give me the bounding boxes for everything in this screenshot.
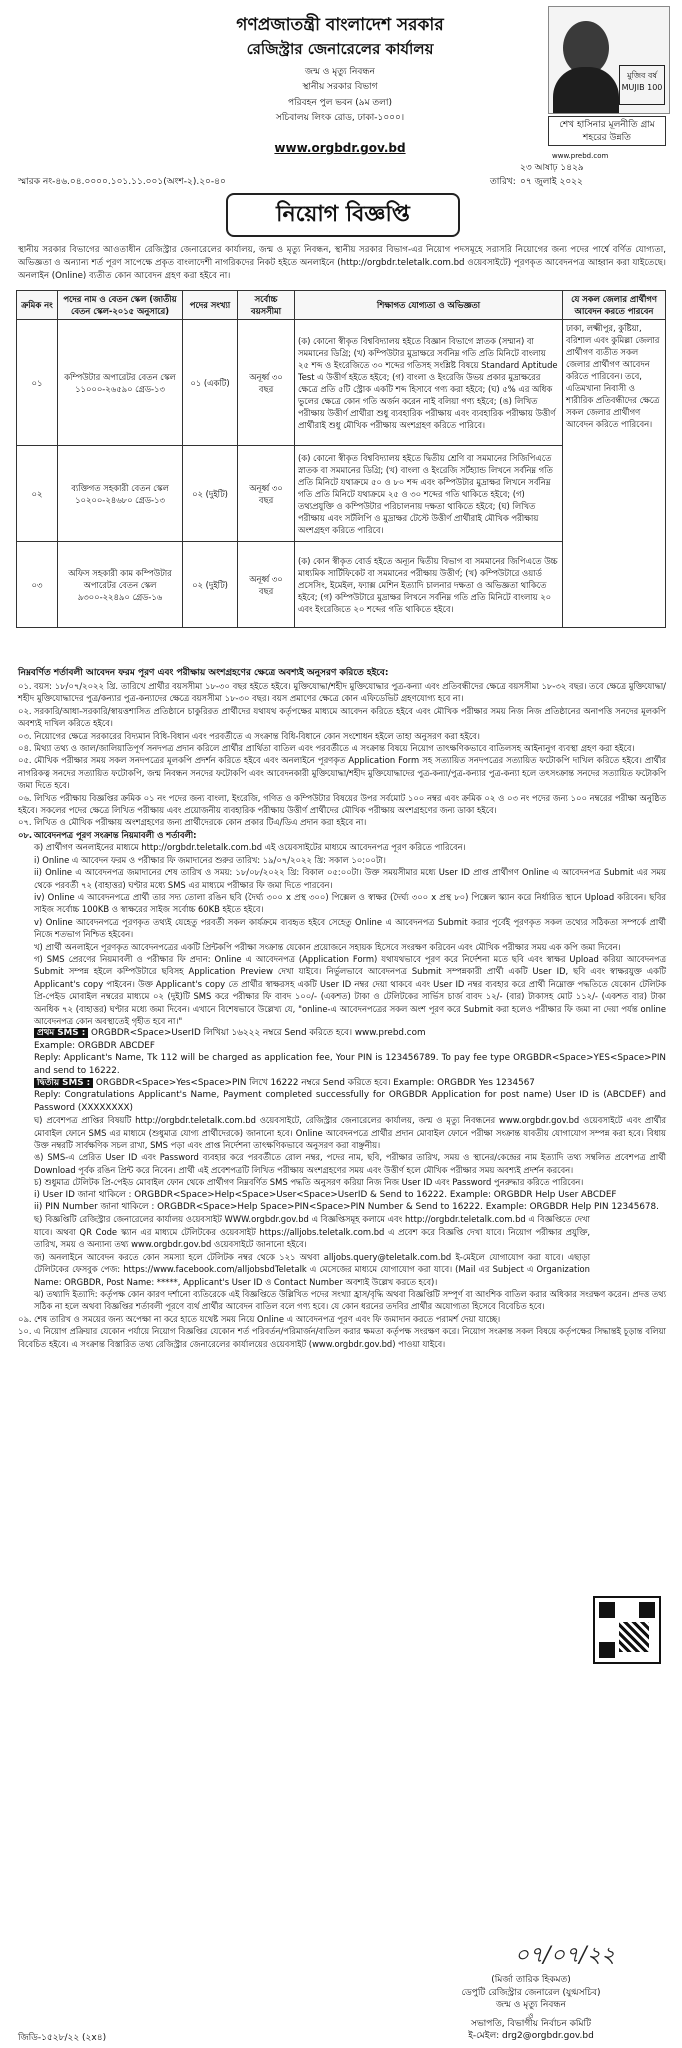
header-building: পরিবহন পুল ভবন (৯ম তলা) — [287, 98, 393, 108]
row-qualification: (ক) কোনো স্বীকৃত বিশ্ববিদ্যালয় হইতে বিজ্ঞান বিভাগে স্নাতক (সম্মান) বা সমমানের ডিগ্রি; (খ) কম্পিউটার মুদ্রাক্ষরে সর্বনিম্ন গতি প্রতি মিনিটে বাংলায় ২৫ শব্দ ও ইংরেজিতে ৩০ শব্দের গতিসহ সংশ্লিষ্ট বিষয়ে Standard Aptitude Test এ উত্তীর্ণ হইতে হইবে; (গ) বাংলা ও ইংরেজি উভয় প্রকার মুদ্রাক্ষরের ক্ষেত্রে প্রতি ৫টি স্ট্রোক একটি শব্দ হিসাবে গণ্য করা হইবে; (ঘ) ৫% এর অধিক ভুলের ক্ষেত্রে কোন গতি অর্জন করেন নাই বলিয়া গণ্য হইবে; (ঙ) লিখিত পরীক্ষায় উত্তীর্ণ প্রার্থীরা শুধু ব্যবহারিক পরীক্ষায় এবং ব্যবহারিক পরীক্ষায় উত্তীর্ণ প্রার্থীরাই শুধু মৌখিক পরীক্ষায় অংশগ্রহণ করিতে পারিবে। — [295, 320, 563, 446]
signature-handwriting: ০৭/০৭/২২ — [514, 1943, 616, 1968]
more-item: ঘ) প্রবেশপত্র প্রাপ্তির বিষয়টি http://orgbdr.teletalk.com.bd ওয়েবসাইটে, রেজিস্ট্রার জেনারেলের কার্যালয়, জন্ম ও মৃত্যু নিবন্ধনের www.orgbdr.gov.bd ওয়েবসাইটে এবং প্রার্থীর মোবাইল ফোনে SMS এর মাধ্যমে (শুধুমাত্র যোগ্য প্রার্থীদেরকে) জানানো হবে। Online আবেদনপত্রে প্রার্থীর প্রদান মোবাইল ফোনে পরীক্ষা সংক্রান্ত যাবতীয় যোগাযোগ সম্পন্ন করা হবে। বিধায় উক্ত নম্বরটি সার্বক্ষণিক সচল রাখা, SMS পড়া এবং প্রাপ্ত নির্দেশনা তাৎক্ষণিকভাবে অনুসরণ করা বাঞ্ছনীয়। — [34, 1115, 666, 1151]
row-count: ০১ (একটি) — [183, 320, 238, 446]
row-serial: ০২ — [17, 446, 58, 542]
more-item: ছ) বিজ্ঞপ্তিটি রেজিস্ট্রার জেনারেলের কার্যালয় ওয়েবসাইট WWW.orgbdr.gov.bd এ বিজ্ঞপ্তিসমূহ কলামে এবং http://orgbdr.teletalk.com.bd এ বিজ্ঞপ্তিতে দেখা যাবে। অথবা QR Code স্ক্যান এর মাধ্যমে টেলিটকের ওয়েবসাইট https://alljobs.teletalk.com.bd এ প্রবেশ করে বিজ্ঞপ্তি দেখা যাবে। নিয়োগ পরীক্ষার প্রযুক্তি, তারিখ, সময় ও অন্যান্য তথ্য www.orgbdr.gov.bd ওয়েবসাইটে জানানো হইবে। — [34, 1214, 590, 1250]
slogan-box: শেখ হাসিনার মূলনীতি গ্রাম শহরের উন্নতি — [548, 116, 666, 146]
row-post: কম্পিউটার অপারেটর বেতন স্কেল ১১০০০-২৬৫৯০ গ্রেড-১৩ — [58, 320, 183, 446]
posts-table — [16, 290, 666, 628]
apply-instructions — [18, 841, 666, 1312]
press-note: www.prebd.com — [552, 152, 609, 160]
date-label: তারিখ: — [490, 177, 516, 187]
header-office: রেজিস্ট্রার জেনারেলের কার্যালয় — [246, 40, 434, 58]
header-address: সচিবালয় লিংক রোড, ঢাকা-১০০০। — [275, 113, 405, 123]
sms-second — [34, 1077, 666, 1089]
row-qualification: (ক) কোন স্বীকৃত বোর্ড হইতে অন্যূন দ্বিতীয় বিভাগ বা সমমানের জিপিএতে উচ্চ মাধ্যমিক সার্টিফিকেট বা সমমানের পরীক্ষায় উত্তীর্ণ; (খ) কম্পিউটারে ওয়ার্ড প্রসেসিং, ইমেইল, ফ্যাক্স মেশিন ইত্যাদি চালনার দক্ষতা ও অভিজ্ঞতা থাকিতে হইবে; (গ) কম্পিউটারে মুদ্রাক্ষর লিখনে সর্বনিম্ন গতি প্রতি মিনিটে বাংলায় ২০ এবং ইংরেজিতে ২০ শব্দের গতি থাকিতে হইবে। — [295, 542, 563, 628]
conditions-list — [18, 680, 666, 1350]
header-division: স্থানীয় সরকার বিভাগ — [302, 82, 378, 92]
row-post: অফিস সহকারী কাম কম্পিউটার অপারেটর বেতন স্কেল ৯৩০০-২২৪৯০ গ্রেড-১৬ — [58, 542, 183, 628]
table-header-row — [17, 291, 666, 320]
header-government: গণপ্রজাতন্ত্রী বাংলাদেশ সরকার — [236, 15, 444, 35]
row-district: ঢাকা, লক্ষ্মীপুর, কুষ্টিয়া, বরিশাল এবং কুমিল্লা জেলার প্রার্থীগণ ব্যতীত সকল জেলার প্রার্থীগণ আবেদন করিতে পারিবেন। তবে, এতিমখানা নিবাসী ও শারীরিক প্রতিবন্ধীদের ক্ষেত্রে সকল জেলার প্রার্থীগণ আবেদন করিতে পারিবেন। — [563, 320, 666, 628]
qr-code-icon[interactable] — [593, 1596, 661, 1664]
apply-item: ii) Online এ আবেদনপত্র জমাদানের শেষ তারিখ ও সময়: ১৮/০৮/২০২২ খ্রি: বিকাল ০৫:০০টা। উক্ত সময়সীমার মধ্যে User ID প্রাপ্ত প্রার্থীগণ Online এ আবেদনপত্র Submit এর সময় থেকে পরবর্তী ৭২ (বাহাত্তর) ঘণ্টার মধ্যে SMS এর মাধ্যমে পরীক্ষার ফি জমা দিতে পারবেন। — [34, 867, 666, 890]
condition-item: ০৫. মৌখিক পরীক্ষার সময় সকল সনদপত্রের মূলকপি প্রদর্শন করিতে হইবে এবং অনলাইনে পূরণকৃত Application Form সহ সত্যায়িত সনদপত্রের সত্যায়িত ফটোকপি দাখিল করিতে হইবে। প্রার্থীর নাগরিকত্ব সনদের সত্যায়িত ফটোকপি, জন্ম নিবন্ধন সনদের ফটোকপি এবং আবেদনকারী মুক্তিযোদ্ধা/শহীদ মুক্তিযোদ্ধাদের পুত্র-কন্যা/পুত্র-কন্যার পুত্র-কন্যা হলে তৎসংক্রান্ত সনদের সত্যায়িত ফটোকপি জমা দিতে হবে। — [18, 755, 666, 791]
row-age: অনূর্ধ্ব ৩০ বছর — [238, 542, 295, 628]
sms-second-command: ORGBDR<Space>Yes<Space>PIN লিখে 16222 নম্বরে Send করিতে হবে। Example: ORGBDR Yes 1234567 — [95, 1078, 535, 1088]
more-item: চ) শুধুমাত্র টেলিটক প্রি-পেইড মোবাইল ফোন থেকে প্রার্থীগণ নিম্নবর্ণিত SMS পদ্ধতি অনুসরণ করিয়া নিজ নিজ User ID এবং Password পুনরুদ্ধার করিতে পারিবেন। — [34, 1177, 584, 1188]
date-bangla: ২৩ আষাঢ় ১৪২৯ — [520, 163, 584, 173]
signatory-designation: ডেপুটি রেজিস্ট্রার জেনারেল (যুগ্মসচিব) — [461, 1988, 601, 1998]
condition-item: ০২. সরকারি/আধা-সরকারি/স্বায়ত্তশাসিত প্রতিষ্ঠানে চাকুরিরত প্রার্থীদের যথাযথ কর্তৃপক্ষের মাধ্যমে আবেদন করিতে হইবে এবং মৌখিক পরীক্ষার সময় নিজ নিজ প্রতিষ্ঠানের অনাপত্তি সনদের মূলকপি অবশ্যই দাখিল করিতে হইবে। — [18, 705, 666, 729]
portrait-logo-image — [548, 6, 670, 114]
notice-title: নিয়োগ বিজ্ঞপ্তি — [226, 193, 460, 237]
row-age: অনূর্ধ্ব ৩০ বছর — [238, 320, 295, 446]
col-serial: ক্রমিক নং — [17, 291, 58, 320]
mujib-100-logo: মুজিব বর্ষ MUJIB 100 — [619, 65, 665, 105]
row-count: ০২ (দুইটি) — [183, 446, 238, 542]
sms-second-reply: Reply: Congratulations Applicant's Name, Payment completed successfully for ORGBDR Application for post name) User ID is (ABCDEF) and Password (XXXXXXXX) — [34, 1090, 666, 1113]
row-age: অনূর্ধ্ব ৩০ বছর — [238, 446, 295, 542]
row-count: ০২ (দুইটি) — [183, 542, 238, 628]
condition-item: ০৯. শেষ তারিখ ও সময়ের জন্য অপেক্ষা না করে হাতে যথেষ্ট সময় নিয়ে Online এ আবেদনপত্র পূরণ এবং ফি জমাদান করতে পরামর্শ দেয়া যাচ্ছে। — [18, 1313, 501, 1324]
more-item: ঝ) তথ্যাদি ইত্যাদি: কর্তৃপক্ষ কোন কারণ দর্শানো ব্যতিরেকে এই বিজ্ঞপ্তিতে উল্লিখিত পদের সংখ্যা হ্রাস/বৃদ্ধি অথবা বিজ্ঞপ্তিটি সম্পূর্ণ বা আংশিক বাতিল করার অধিকার সংরক্ষণ করেন। প্রদত্ত তথ্য সঠিক না হলে অথবা বিজ্ঞপ্তির শর্তাবলী পূরণে ব্যর্থ প্রার্থীর আবেদন বাতিল বলে গণ্য হবে। যে কোন ধরনের তদবির প্রার্থীর অযোগ্যতা হিসেবে বিবেচিত হবে। — [34, 1288, 666, 1312]
condition-item: ০১. বয়স: ১৮/০৭/২০২২ খ্রি. তারিখে প্রার্থীর বয়সসীমা ১৮-৩০ বছর হইতে হইবে। মুক্তিযোদ্ধা/শহীদ মুক্তিযোদ্ধার পুত্র-কন্যা এবং প্রতিবন্ধীদের ক্ষেত্রে বয়সসীমা ১৮-৩২ বছর। তবে ক্ষেত্রে মুক্তিযোদ্ধা/শহীদ মুক্তিযোদ্ধাদের পুত্র/কন্যার পুত্র-কন্যাদের ক্ষেত্রে বয়সসীমা ১৮-৩০ বছর। বয়স প্রমাণের ক্ষেত্রে কোন এফিডেভিট গ্রহণযোগ্য হবে না। — [18, 681, 666, 704]
sms-first-example: Example: ORGBDR ABCDEF — [34, 1040, 155, 1051]
condition-item: ০৮. আবেদনপত্র পূরণ সংক্রান্ত নিয়মাবলী ও শর্তাবলী: — [18, 829, 197, 840]
col-count: পদের সংখ্যা — [183, 291, 238, 320]
condition-item: ১০. এ নিয়োগ প্রক্রিয়ার যেকোন পর্যায়ে নিয়োগ বিজ্ঞপ্তির যেকোন শর্ত পরিবর্তন/পরিমার্জন/বাতিল করার ক্ষমতা কর্তৃপক্ষ সংরক্ষণ করে। নিয়োগ সংক্রান্ত সকল বিষয়ে কর্তৃপক্ষের সিদ্ধান্তই চূড়ান্ত বলিয়া বিবেচিত হইবে। এ সংক্রান্ত বিস্তারিত তথ্য রেজিস্ট্রার জেনারেলের কার্যালয়ের ওয়েবসাইট (www.orgbdr.gov.bd) পাওয়া যাইবে। — [18, 1326, 666, 1349]
condition-item: ০৬. লিখিত পরীক্ষায় বিজ্ঞপ্তির ক্রমিক ০১ নং পদের জন্য বাংলা, ইংরেজি, গণিত ও কম্পিউটার বিষয়ের উপর সর্বমোট ১০০ নম্বর এবং ক্রমিক ০২ ও ০৩ নং পদের জন্য ১০০ নম্বরের পরীক্ষা অনুষ্ঠিত হইবে। সকলের পদের ক্ষেত্রে লিখিত পরীক্ষায় এবং প্রয়োজনীয় ব্যবহারিক পরীক্ষায় উত্তীর্ণ প্রার্থীদের মৌখিক পরীক্ষায় অংশগ্রহণের জন্য ডাকা হইবে। — [18, 792, 666, 816]
col-age: সর্বোচ্চ বয়সসীমা — [238, 291, 295, 320]
recover-pin: ii) PIN Number জানা থাকিলে : ORGBDR<Space>Help Space>PIN<Space>PIN Number & Send to 16222. Example: ORGBDR Help PIN 12345678. — [34, 1202, 659, 1213]
intro-paragraph: স্থানীয় সরকার বিভাগের আওতাধীন রেজিস্ট্রার জেনারেলের কার্যালয়, জন্ম ও মৃত্যু নিবন্ধন, স্থানীয় সরকার বিভাগ-এর নিয়োগ পদসমূহে সরাসরি নিয়োগের জন্য পদের পার্শ্বে বর্ণিত যোগ্যতা, অভিজ্ঞতা ও অন্যান্য শর্ত পূরণ সাপেক্ষে প্রকৃত বাংলাদেশী নাগরিকদের নিকট হইতে অনলাইনে (http://orgbdr.teletalk.com.bd ওয়েবসাইটে) পূরণকৃত আবেদনপত্র আহ্বান করা যাইতেছে। অনলাইন (Online) ব্যতীত কোন আবেদন গ্রহণ করা হইবে না। — [18, 245, 666, 281]
sms-first-label: প্রথম SMS : — [34, 1028, 88, 1038]
gd-number: জিডি-১৫২৮/২২ (২x৪) — [18, 2033, 107, 2043]
col-district: যে সকল জেলার প্রার্থীগণ আবেদন করতে পারবেন — [563, 291, 666, 320]
condition-item: ০৭. লিখিত ও মৌখিক পরীক্ষায় অংশগ্রহণের জন্য প্রার্থীদেরকে কোন প্রকার টিএ/ডিএ প্রদান করা হইবে না। — [18, 817, 367, 828]
date-english: ০৭ জুলাই ২০২২ — [520, 177, 583, 187]
apply-item: ক) প্রার্থীগণ অনলাইনের মাধ্যমে http://orgbdr.teletalk.com.bd এই ওয়েবসাইটের মাধ্যমে আবেদনপত্র পূরণ করিতে পারিবেন। — [34, 842, 466, 853]
signatory-name: (মির্জা তারিক হিকমত) — [491, 1975, 571, 1985]
more-item: জ) অনলাইনে আবেদন করতে কোন সমস্যা হলে টেলিটক নম্বর থেকে ১২১ অথবা alljobs.query@teletalk.com.bd ই-মেইলে যোগাযোগ করা যাবে। এছাড়া টেলিটকের ফেসবুক পেজ: https://www.facebook.com/alljobsbdTeletalk এ মেসেজের মাধ্যমে যোগাযোগ করা যাবে। (Mail এর Subject এ Organization Name: ORGBDR, Post Name: *****, Applicant's User ID ও Contact Number অবশ্যই উল্লেখ করতে হবে)। — [34, 1251, 590, 1287]
row-serial: ০৩ — [17, 542, 58, 628]
signatory-email[interactable]: ই-মেইল: drg2@orgbdr.gov.bd — [468, 2031, 594, 2041]
row-post: ব্যক্তিগত সহকারী বেতন স্কেল ১০২০০-২৪৬৮০ গ্রেড-১৩ — [58, 446, 183, 542]
memo-number: স্মারক নং-৪৬.০৪.০০০০.১০১.১১.০০১(অংশ-২).২০-৪০ — [18, 177, 226, 187]
table-row — [17, 320, 666, 446]
signatory-and: ও — [528, 2012, 534, 2020]
header-department: জন্ম ও মৃত্যু নিবন্ধন — [305, 67, 375, 77]
apply-item: iv) Online এ আবেদনপত্রে প্রার্থী তার সদ্য তোলা রঙিন ছবি (দৈর্ঘ্য ৩০০ x প্রস্থ ৩০০) পিক্সেল ও স্বাক্ষর (দৈর্ঘ্য ৩০০ x প্রস্থ ৮০) পিক্সেল স্ক্যান করে নির্ধারিত স্থানে Upload করিবেন। ছবির সাইজ সর্বোচ্চ 100KB ও স্বাক্ষরের সাইজ সর্বোচ্চ 60KB হইতে হইবে। — [34, 891, 666, 915]
portrait-body — [553, 67, 619, 113]
header-website-link[interactable]: www.orgbdr.gov.bd — [274, 141, 406, 155]
condition-item: ০৪. মিথ্যা তথ্য ও জাল/জালিয়াতিপূর্ণ সনদপত্র প্রদান করিলে প্রার্থীর প্রার্থিতা বাতিল এবং পরবর্তীতে এ সংক্রান্ত বিষয়ে নিয়োগ তাৎক্ষণিকভাবে বাতিলসহ আইনানুগ ব্যবস্থা গ্রহণ করা হইবে। — [18, 743, 635, 754]
signatory-committee: সভাপতি, বিভাগীয় নির্বাচন কমিটি — [471, 2019, 591, 2029]
apply-item: গ) SMS প্রেরণের নিয়মাবলী ও পরীক্ষার ফি প্রদান: Online এ আবেদনপত্র (Application Form) যথাযথভাবে পূরণ করে নির্দেশনা মতে ছবি এবং স্বাক্ষর Upload করিয়া আবেদনপত্র Submit সম্পন্ন হইলে কম্পিউটারে ছবিসহ Application Preview দেখা যাইবে। নির্ভুলভাবে আবেদনপত্র Submit সম্পন্নকারী প্রার্থী একটি User ID, ছবি এবং স্বাক্ষরযুক্ত একটি Applicant's copy পাইবেন। উক্ত Applicant's copy তে প্রার্থীর স্বাক্ষরসহ একটি User ID নম্বর দেয়া থাকবে এবং User ID নম্বর ব্যবহার করে প্রার্থী নিম্নোক্ত পদ্ধতিতে যেকোন টেলিটক প্রি-পেইড মোবাইল নম্বরের মাধ্যমে ০২ (দুই)টি SMS করে পরীক্ষার ফি বাবদ ১০০/- (একশত) টাকা ও টেলিটকের সার্ভিস চার্জ বাবদ ১২/- (বার) টাকাসহ মোট ১১২/- (একশত বার) টাকা অনধিক ৭২ (বাহাত্তর) ঘণ্টার মধ্যে জমা দিবেন। এখানে বিশেষভাবে উল্লেখ্য যে, "online-এ আবেদনপত্রের সকল অংশ পূরণ করে Submit করা হলেও পরীক্ষার ফি জমা না দেয়া পর্যন্ত online আবেদনপত্র কোন অবস্থাতেই গৃহীত হবে না।" — [34, 953, 666, 1026]
sms-first-command: ORGBDR<Space>UserID লিখিয়া ১৬২২২ নম্বরে Send করিতে হবে। www.prebd.com — [91, 1028, 426, 1039]
col-post: পদের নাম ও বেতন স্কেল (জাতীয় বেতন স্কেল-২০১৫ অনুসারে) — [58, 291, 183, 320]
row-qualification: (ক) কোনো স্বীকৃত বিশ্ববিদ্যালয় হইতে দ্বিতীয় শ্রেণি বা সমমানের সিজিপিএতে স্নাতক বা সমমানের ডিগ্রি; (খ) বাংলা ও ইংরেজি সর্টহ্যান্ড লিখনে সর্বনিম্ন গতি প্রতি মিনিটে যথাক্রমে ৫০ ও ৮০ শব্দ এবং কম্পিউটার মুদ্রাক্ষর লিখনে সর্বনিম্ন গতি প্রতি মিনিটে যথাক্রমে ২৫ ও ৩০ শব্দের গতি থাকিতে হইবে; (গ) তথ্যপ্রযুক্তি ও কম্পিউটার পরিচালনায় দক্ষতা থাকিতে হইবে; (ঘ) লিখিত পরীক্ষায় এবং সর্টলিপি ও মুদ্রাক্ষর টেস্টে উত্তীর্ণ প্রার্থীরাই মৌখিক পরীক্ষায় অংশগ্রহণ করিতে পারিবে। — [295, 446, 563, 542]
apply-item: v) Online আবেদনপত্রে পূরণকৃত তথ্যই যেহেতু পরবর্তী সকল কার্যক্রমে ব্যবহৃত হইবে সেহেতু Online এ আবেদনপত্র Submit করার পূর্বেই পূরণকৃত সকল তথ্যের সঠিকতা সম্পর্কে প্রার্থী নিজে শতভাগ নিশ্চিত হইবেন। — [34, 916, 666, 940]
apply-item: i) Online এ আবেদন ফরম ও পরীক্ষার ফি জমাদানের শুরুর তারিখ: ১৯/০৭/২০২২ খ্রি: সকাল ১০:০০টা। — [34, 854, 386, 865]
recover-user-id: i) User ID জানা থাকিলে : ORGBDR<Space>Help<Space>User<Space>UserID & Send to 16222. Example: ORGBDR Help User ABCDEF — [34, 1189, 617, 1200]
apply-item: খ) প্রার্থী অনলাইনে পূরণকৃত আবেদনপত্রের একটি প্রিন্টকপি পরীক্ষা সংক্রান্ত যেকোন প্রয়োজনে সহায়ক হিসেবে সংরক্ষণ করিবেন এবং মৌখিক পরীক্ষার সময় এক কপি জমা দিবেন। — [34, 941, 621, 952]
conditions-heading: নিম্নবর্ণিত শর্তাবলী আবেদন ফরম পূরণ এবং পরীক্ষায় অংশগ্রহণের ক্ষেত্রে অবশ্যই অনুসরণ করিতে হইবে: — [18, 668, 389, 678]
row-serial: ০১ — [17, 320, 58, 446]
signatory-department: জন্ম ও মৃত্যু নিবন্ধন — [496, 2000, 566, 2010]
col-qualification: শিক্ষাগত যোগ্যতা ও অভিজ্ঞতা — [295, 291, 563, 320]
condition-item: ০৩. নিয়োগের ক্ষেত্রে সরকারের বিদ্যমান বিধি-বিধান এবং পরবর্তীতে এ সংক্রান্ত বিধি-বিধানে কোন সংশোধন হইলে তাহা অনুসরণ করা হইবে। — [18, 730, 480, 741]
sms-first-reply: Reply: Applicant's Name, Tk 112 will be charged as application fee, Your PIN is 123456789. To pay fee type ORGBDR<Space>YES<Space>PIN and send to 16222. — [34, 1053, 666, 1076]
sms-second-label: দ্বিতীয় SMS : — [34, 1078, 93, 1088]
more-item: ঙ) SMS-এ প্রেরিত User ID এবং Password ব্যবহার করে পরবর্তীতে রোল নম্বর, পদের নাম, ছবি, পরীক্ষার তারিখ, সময় ও স্থানের/কেন্দ্রের নাম ইত্যাদি তথ্য সম্বলিত প্রবেশপত্র প্রার্থী Download পূর্বক রঙিন প্রিন্ট করে নিবেন। প্রার্থী এই প্রবেশপত্রটি লিখিত পরীক্ষায় অংশগ্রহণের সময় এবং উত্তীর্ণ হলে মৌখিক পরীক্ষার সময় অবশ্যই প্রদর্শন করবেন। — [34, 1152, 666, 1175]
sms-first — [34, 1027, 666, 1039]
